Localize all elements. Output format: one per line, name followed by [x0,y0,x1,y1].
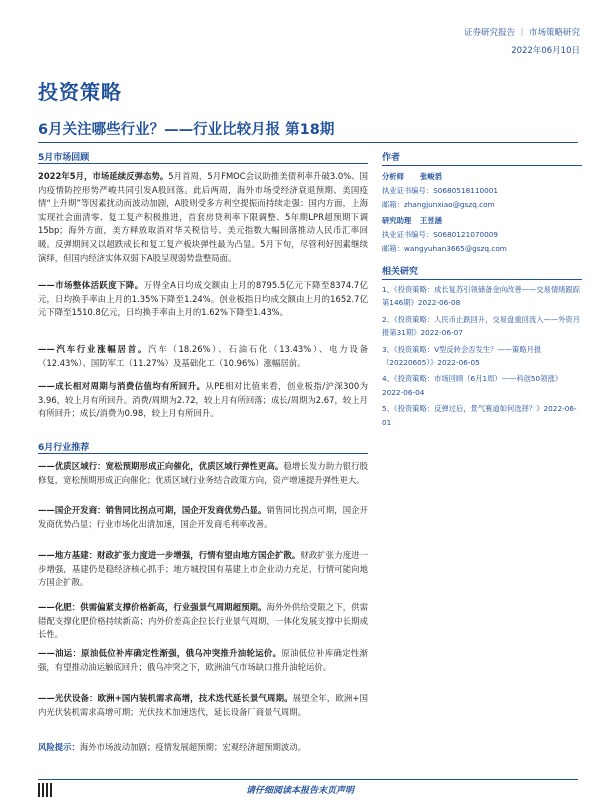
footer-divider [38,779,578,780]
recommend-paragraph-5: ——油运：原油低位补库确定性渐强，俄乌冲突推升油轮运价。原油低位补库确定性渐强，有望推动油运触底回升；俄乌冲突之下，欧洲油气市场缺口推升油轮运价。 [38,648,368,672]
main-title: 投资策略 [38,80,122,104]
author-cert-id: S0680518110001 [433,186,499,195]
section-heading-recommend: 6月行业推荐 [38,443,90,453]
author-role: 研究助理 [382,216,412,225]
section-heading-review: 5月市场回顾 [38,153,90,163]
report-subtitle: 6月关注哪些行业？——行业比较月报 第18期 [38,122,335,138]
related-heading: 相关研究 [382,264,582,280]
author-name: 王昱涵 [420,216,442,225]
risk-note: 风险提示：海外市场波动加剧；疫情发展超预期；宏观经济超预期波动。 [38,742,306,752]
review-paragraph-2: ——市场整体活跃度下降。万得全A日均成交额由上月的8795.5亿元下降至8374.7亿元，日均换手率由上月的1.35%下降至1.24%。创业板指日均成交额由上月的1652.7亿元下降至1510.8亿元，日均换手率由上月的1.62%下降至1.43%。 [38,280,369,318]
review-paragraph-3: ——汽车行业涨幅居首。汽车（18.26%）、石油石化（13.43%）、电力设备（12.43%）、国防军工（11.27%）及基础化工（10.96%）涨幅居前。 [38,344,368,368]
author-email[interactable]: zhangjunxiao@gszq.com [403,200,495,209]
title-divider [38,142,578,143]
author-block-1: 分析师 张峻滔 执业证书编号：S0680518110001 邮箱：zhangjunxiao@gszq.com [382,172,499,209]
author-block-2: 研究助理 王昱涵 执业证书编号：S0680121070009 邮箱：wangyuhan3665@gszq.com [382,216,507,253]
recommend-paragraph-1: ——优质区域行：宽松预期形成正向催化，优质区域行弹性更高。稳增长发力助力银行股修复，宽松预期形成正向催化；优质区域行业务结合政策方向，资产增速提升弹性更大。 [38,461,369,485]
related-item[interactable]: 3、《投资策略：V型反转会否发生？——策略月报（20220605）》2022-06-05 [382,344,542,368]
authors-heading: 作者 [382,150,582,166]
recommend-paragraph-2: ——国企开发商：销售同比拐点可期，国企开发商优势凸显。销售同比拐点可期，国企开发商优势凸显；行业市场化出清加速，国企开发商毛利率改善。 [38,505,369,529]
report-date: 2022年06月10日 [511,46,580,56]
recommend-paragraph-4: ——化肥：供需偏紧支撑价格新高，行业强景气周期超预期。海外外供给受限之下，供需错配支撑化肥价格持续新高；内外价差高企拉长行业景气周期，一体化发展支撑中长期成长性。 [38,602,369,640]
review-paragraph-1: 2022年5月，市场延续反弹态势。5月首周，5月FMOC会议助推美债利率升破3.0%、国内疫情防控形势严峻共同引发A股回落。此后两周，海外市场受经济衰退预期、美国疫情“上升期”等因素扰动而波动加剧，A股则受多方利空提振而持续走强：国内方面，上海实现社会面清零、复工复产积极推进，首套房贷利率下限调整、5年期LPR超预期下调15bp；海外方面，美方释放取消对华关税信号、美元指数大幅回落推动人民币汇率回暖。反弹期间又以超跌成长和复工复产板块弹性最为凸显。5月下旬，尽管利好因素继续演绎，但国内经济实体双弱下A股呈现弱势盘整局面。 [38,171,368,263]
recommend-paragraph-6: ——光伏设备：欧洲+国内装机需求高增，技术迭代延长景气周期。展望全年，欧洲+国内光伏装机需求高增可期；光伏技术加速迭代，延长设备厂商景气周期。 [38,693,368,717]
footer-disclaimer: 请仔细阅读本报告末页声明 [245,786,354,796]
author-role: 分析师 [382,172,404,181]
section-divider [38,453,368,454]
related-item[interactable]: 4、《投资策略：市场回顾（6月1周）——科创50领涨》2022-06-04 [382,374,563,397]
related-item[interactable]: 1、《投资策略：成长复苏引领储备金向改善——交易情绪跟踪第146期》2022-06-08 [382,285,581,308]
related-item[interactable]: 5、《投资策略：反弹过后，景气赛道如何选择？》2022-06-01 [382,404,577,427]
section-divider [38,163,368,164]
related-item[interactable]: 2、《投资策略：人民币止跌回升，交易盘重回流入——外资月报第31期》2022-06-07 [382,314,581,338]
report-type: 证券研究报告 ｜ 市场策略研究 [464,28,580,38]
review-paragraph-4: ——成长相对周期与消费估值均有所回升。从PE相对比值来看，创业板指/沪深300为3.96，较上月有所回升。消费/周期为2.72，较上月有所回落；成长/周期为2.67，较上月有所回升；成长/消费为0.98，较上月有所回升。 [38,381,368,419]
author-email[interactable]: wangyuhan3665@gszq.com [403,244,507,253]
sidebar [382,150,582,429]
author-cert-id: S0680121070009 [433,230,499,239]
author-name: 张峻滔 [420,172,442,181]
recommend-paragraph-3: ——地方基建：财政扩张力度进一步增强，行情有望由地方国企扩散。财政扩张力度进一步增强，基建仍是稳经济核心抓手；地方城投国有基建上市企业动力充足，行情可能向地方国企扩散。 [38,550,368,588]
